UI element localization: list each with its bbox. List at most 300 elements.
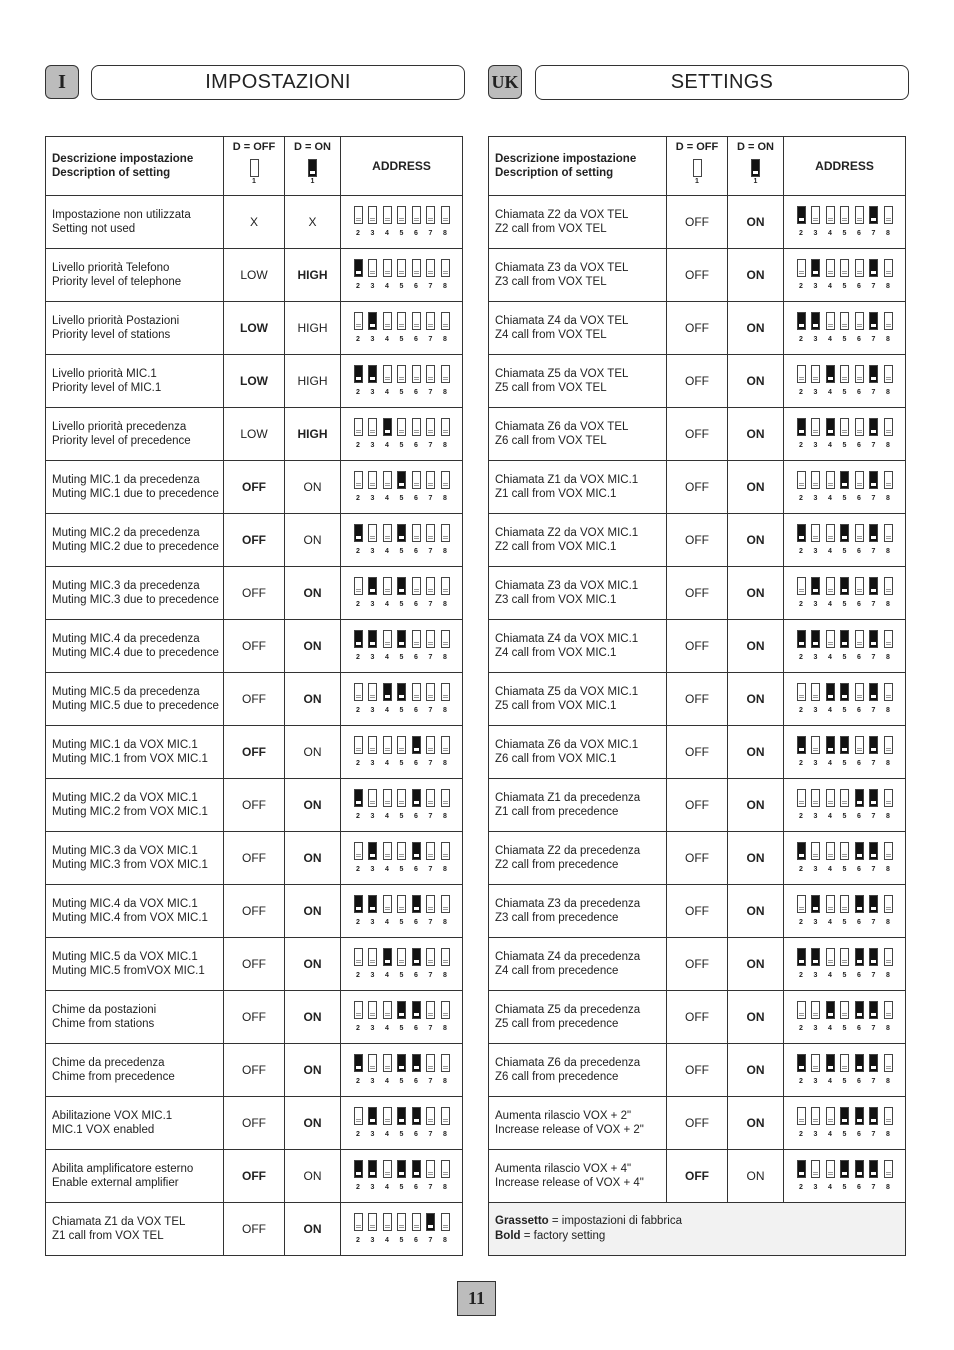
- dip-switch-off-icon: [354, 948, 363, 966]
- value-off: OFF: [224, 1150, 285, 1203]
- dip-switch-numbers: [354, 1025, 450, 1033]
- dip-number: 4: [385, 972, 389, 979]
- dip-switch-off-icon: [426, 895, 435, 913]
- dip-switch-row: [354, 577, 450, 600]
- dip-switch-block: [797, 1107, 893, 1139]
- dip-number: 2: [799, 548, 803, 555]
- value-off: OFF: [667, 1044, 728, 1097]
- setting-description-it: Muting MIC.5 da precedenza: [52, 685, 200, 698]
- dip-switch-off-icon: [368, 948, 377, 966]
- section-badge-uk: UK: [488, 65, 522, 99]
- dip-switch-off-icon: [383, 1001, 392, 1019]
- dip-switch-block: [354, 365, 450, 397]
- dip-switch-block: [354, 524, 450, 556]
- dip-switch-off-icon: [397, 736, 406, 754]
- dip-switch-off-icon: [397, 259, 406, 277]
- dip-switch-numbers: [797, 601, 893, 609]
- dip-number: 4: [385, 760, 389, 767]
- dip-number: 2: [356, 336, 360, 343]
- dip-switch-block: [797, 206, 893, 238]
- dip-number: 7: [428, 866, 433, 873]
- dip-switch-block: [797, 683, 893, 715]
- dip-switch-numbers: [354, 601, 450, 609]
- dip-number: 8: [886, 707, 890, 714]
- value-on: ON: [728, 1150, 784, 1203]
- dip-switch-off-icon: [441, 789, 450, 807]
- dip-switch-on-icon: [412, 842, 421, 860]
- setting-description-en: Z3 call from VOX MIC.1: [495, 594, 617, 606]
- dip-switch-block: [354, 1054, 450, 1086]
- dip-number: 5: [842, 972, 847, 979]
- dip-number: 4: [385, 919, 389, 926]
- dip-switch-off-icon: [397, 789, 406, 807]
- value-on: ON: [728, 302, 784, 355]
- dip-number: 7: [871, 442, 876, 449]
- dip-switch-off-icon: [354, 736, 363, 754]
- dip-number: 6: [857, 707, 861, 714]
- dip-switch-off-icon: [884, 842, 893, 860]
- dip-switch-off-icon: [840, 789, 849, 807]
- value-off: LOW: [224, 302, 285, 355]
- dip-switch-off-icon: [426, 789, 435, 807]
- dip-switch-numbers: [354, 1237, 450, 1245]
- dip-number: 7: [428, 495, 433, 502]
- dip-switch-row: [797, 365, 893, 388]
- dip-switch-row: [354, 736, 450, 759]
- header-description-en: Description of setting: [52, 167, 171, 179]
- value-on: ON: [285, 1044, 341, 1097]
- dip-switch-on-icon: [397, 1001, 406, 1019]
- setting-description: [46, 938, 224, 991]
- setting-description-en: Muting MIC.2 from VOX MIC.1: [52, 806, 208, 818]
- dip-switch-off-icon: [797, 683, 806, 701]
- dip-number: 3: [370, 813, 375, 820]
- setting-description-it: Muting MIC.1 da precedenza: [52, 473, 200, 486]
- dip-switch-off-icon: [855, 630, 864, 648]
- dip-switch-off-icon: [426, 418, 435, 436]
- dip-switch-off-icon: [441, 842, 450, 860]
- setting-description: [46, 991, 224, 1044]
- dip-switch-on-icon: [797, 736, 806, 754]
- table-row: [489, 885, 906, 938]
- dip-number: 7: [871, 972, 876, 979]
- dip-switch-off-icon: [884, 312, 893, 330]
- dip-switch-off-icon: [412, 259, 421, 277]
- header-on: [285, 137, 341, 196]
- value-on: ON: [728, 832, 784, 885]
- dip-number: 5: [399, 1025, 404, 1032]
- dip-number: 8: [443, 1131, 447, 1138]
- dip-switch-off-icon: [441, 1054, 450, 1072]
- dip-switch-row: [354, 418, 450, 441]
- setting-description-it: Abilitazione VOX MIC.1: [52, 1109, 173, 1122]
- dip-number: 3: [370, 495, 375, 502]
- dip-number: 8: [443, 230, 447, 237]
- setting-description-en: Enable external amplifier: [52, 1177, 179, 1189]
- header-on-label: D = ON: [294, 141, 331, 153]
- table-row: [46, 938, 463, 991]
- setting-description: [489, 726, 667, 779]
- dip-switch-block: [354, 736, 450, 768]
- value-on: ON: [285, 461, 341, 514]
- value-off: LOW: [224, 408, 285, 461]
- dip-number: 2: [356, 1025, 360, 1032]
- value-on: HIGH: [285, 408, 341, 461]
- dip-number: 6: [857, 1078, 861, 1085]
- dip-switch-off-icon: [354, 206, 363, 224]
- dip-switch-on-icon: [797, 418, 806, 436]
- dip-switch-off-icon: [811, 418, 820, 436]
- value-on: ON: [728, 408, 784, 461]
- dip-switch-row: [797, 1054, 893, 1077]
- dip-number: 8: [443, 495, 447, 502]
- dip-number: 4: [385, 548, 389, 555]
- dip-number: 7: [871, 707, 876, 714]
- dip-switch-block: [797, 630, 893, 662]
- dip-switch-off-icon: [811, 1001, 820, 1019]
- dip-switch-numbers: [797, 1078, 893, 1086]
- dip-switch-numbers: [797, 442, 893, 450]
- dip-switch-off-icon: [383, 630, 392, 648]
- table-row: [489, 249, 906, 302]
- dip-number: 7: [428, 1131, 433, 1138]
- value-off: OFF: [224, 1097, 285, 1150]
- dip-switch-block: [797, 1001, 893, 1033]
- dip-switch-on-icon: [826, 365, 835, 383]
- dip-switch-off-icon: [884, 259, 893, 277]
- table-row: [46, 355, 463, 408]
- dip-number: 2: [799, 442, 803, 449]
- dip-number: 8: [443, 654, 447, 661]
- dip-number: 3: [813, 1184, 818, 1191]
- table-row: [46, 302, 463, 355]
- dip-number: 3: [370, 601, 375, 608]
- setting-description-it: Muting MIC.2 da precedenza: [52, 526, 200, 539]
- dip-switch-on-icon: [397, 1160, 406, 1178]
- dip-number: 5: [842, 283, 847, 290]
- table-row: [46, 249, 463, 302]
- setting-description: [46, 302, 224, 355]
- setting-description-it: Muting MIC.2 da VOX MIC.1: [52, 791, 198, 804]
- address-cell: [784, 355, 906, 408]
- dip-switch-off-icon: [811, 206, 820, 224]
- dip-switch-on-icon: [368, 895, 377, 913]
- dip-switch-on-icon: [412, 736, 421, 754]
- setting-description-en: Z4 call from VOX MIC.1: [495, 647, 617, 659]
- setting-description-it: Chime da postazioni: [52, 1003, 157, 1016]
- dip-number: 7: [428, 654, 433, 661]
- dip-switch-on-icon: [397, 1054, 406, 1072]
- value-off: OFF: [224, 673, 285, 726]
- dip-number: 7: [428, 972, 433, 979]
- setting-description: [489, 832, 667, 885]
- address-cell: [784, 1044, 906, 1097]
- dip-number: 7: [871, 1131, 876, 1138]
- dip-switch-off-icon: [441, 1001, 450, 1019]
- setting-description-it: Abilita amplificatore esterno: [52, 1162, 194, 1175]
- dip-number: 6: [857, 866, 861, 873]
- section-title-uk: SETTINGS: [535, 65, 909, 100]
- table-row: [46, 514, 463, 567]
- setting-description-en: Z3 call from precedence: [495, 912, 619, 924]
- dip-number: 2: [356, 972, 360, 979]
- dip-number: 3: [370, 866, 375, 873]
- dip-switch-numbers: [354, 1184, 450, 1192]
- header-on-label: D = ON: [737, 141, 774, 153]
- dip-switch-off-icon: [383, 312, 392, 330]
- dip-switch-on-icon: [840, 524, 849, 542]
- dip-switch-block: [797, 895, 893, 927]
- dip-number: 3: [813, 283, 818, 290]
- dip-switch-on-icon: [811, 577, 820, 595]
- legend-row: [489, 1203, 906, 1256]
- dip-switch-off-icon: [884, 1160, 893, 1178]
- setting-description-en: Muting MIC.4 due to precedence: [52, 647, 219, 659]
- setting-description-en: Z6 call from VOX TEL: [495, 435, 607, 447]
- dip-switch-off-icon: [426, 1054, 435, 1072]
- value-on: ON: [285, 779, 341, 832]
- dip-number: 6: [857, 283, 861, 290]
- table-row: [489, 302, 906, 355]
- dip-switch-off-icon: [811, 524, 820, 542]
- dip-number: 7: [871, 495, 876, 502]
- dip-number: 6: [857, 442, 861, 449]
- setting-description-it: Muting MIC.5 da VOX MIC.1: [52, 950, 198, 963]
- dip-switch-on-icon: [308, 159, 317, 177]
- dip-number: 3: [370, 283, 375, 290]
- dip-number: 5: [842, 919, 847, 926]
- setting-description-en: Muting MIC.1 due to precedence: [52, 488, 219, 500]
- dip-switch-on-icon: [840, 630, 849, 648]
- dip-number: 7: [871, 1025, 876, 1032]
- dip-number: 2: [799, 972, 803, 979]
- value-on: ON: [285, 991, 341, 1044]
- dip-number: 5: [842, 601, 847, 608]
- setting-description-en: Z6 call from precedence: [495, 1071, 619, 1083]
- value-on: ON: [728, 514, 784, 567]
- dip-switch-off-icon: [368, 1054, 377, 1072]
- dip-number: 2: [799, 495, 803, 502]
- table-row: [489, 938, 906, 991]
- address-cell: [784, 991, 906, 1044]
- dip-switch-block: [797, 418, 893, 450]
- table-row: [46, 1150, 463, 1203]
- dip-switch-on-icon: [354, 1160, 363, 1178]
- dip-number: 8: [886, 919, 890, 926]
- dip-number: 6: [857, 495, 861, 502]
- dip-number: 5: [842, 1078, 847, 1085]
- dip-switch-on-icon: [869, 1160, 878, 1178]
- dip-switch-row: [797, 895, 893, 918]
- dip-number: 8: [886, 654, 890, 661]
- setting-description-en: Priority level of stations: [52, 329, 171, 341]
- dip-number: 7: [871, 230, 876, 237]
- address-cell: [784, 408, 906, 461]
- dip-number: 2: [799, 1184, 803, 1191]
- setting-description-it: Chiamata Z1 da precedenza: [495, 791, 641, 804]
- value-off: OFF: [667, 832, 728, 885]
- dip-switch-row: [354, 471, 450, 494]
- dip-switch-on-icon: [811, 948, 820, 966]
- dip-switch-on-icon: [797, 630, 806, 648]
- dip-switch-on-icon: [811, 895, 820, 913]
- dip-number: 4: [828, 389, 832, 396]
- dip-number: 4: [385, 283, 389, 290]
- value-off: OFF: [667, 355, 728, 408]
- address-cell: [784, 302, 906, 355]
- dip-number: 7: [871, 1184, 876, 1191]
- dip-number: 8: [443, 707, 447, 714]
- dip-number: 8: [443, 336, 447, 343]
- dip-switch-numbers: [354, 283, 450, 291]
- dip-switch-off-icon: [412, 471, 421, 489]
- dip-number: 8: [443, 442, 447, 449]
- setting-description-en: Muting MIC.2 due to precedence: [52, 541, 219, 553]
- dip-number: 6: [857, 230, 861, 237]
- dip-switch-numbers: [354, 919, 450, 927]
- dip-switch-off-icon: [826, 524, 835, 542]
- setting-description: [489, 461, 667, 514]
- dip-number: 7: [428, 707, 433, 714]
- dip-switch-block: [354, 259, 450, 291]
- header-description-it: Descrizione impostazione: [52, 152, 194, 165]
- dip-number: 8: [886, 813, 890, 820]
- address-cell: [784, 249, 906, 302]
- dip-number: 5: [842, 866, 847, 873]
- dip-number: 8: [886, 1184, 890, 1191]
- value-off: X: [224, 196, 285, 249]
- dip-switch-off-icon: [397, 1213, 406, 1231]
- table-row: [46, 408, 463, 461]
- dip-switch-numbers: [354, 654, 450, 662]
- address-cell: [784, 938, 906, 991]
- switch-number: 1: [310, 178, 315, 185]
- setting-description-en: Z1 call from VOX MIC.1: [495, 488, 617, 500]
- dip-number: 8: [443, 1237, 447, 1244]
- dip-switch-row: [797, 948, 893, 971]
- setting-description-en: Priority level of telephone: [52, 276, 182, 288]
- dip-number: 2: [356, 601, 360, 608]
- dip-switch-off-icon: [840, 842, 849, 860]
- dip-switch-on-icon: [412, 1001, 421, 1019]
- dip-switch-off-icon: [426, 1001, 435, 1019]
- dip-switch-on-icon: [840, 471, 849, 489]
- dip-switch-off-icon: [855, 206, 864, 224]
- dip-switch-row: [354, 948, 450, 971]
- dip-number: 3: [370, 1237, 375, 1244]
- dip-number: 5: [842, 548, 847, 555]
- dip-switch-off-icon: [383, 895, 392, 913]
- address-cell: [341, 302, 463, 355]
- dip-switch-on-icon: [354, 1054, 363, 1072]
- address-cell: [784, 673, 906, 726]
- dip-number: 7: [428, 813, 433, 820]
- dip-switch-off-icon: [412, 312, 421, 330]
- address-cell: [341, 567, 463, 620]
- dip-number: 4: [385, 1184, 389, 1191]
- dip-switch-on-icon: [869, 365, 878, 383]
- setting-description-it: Livello priorità precedenza: [52, 420, 187, 433]
- header-off: [224, 137, 285, 196]
- dip-switch-off-icon: [884, 206, 893, 224]
- dip-number: 6: [857, 760, 861, 767]
- dip-switch-numbers: [354, 495, 450, 503]
- dip-switch-off-icon: [383, 842, 392, 860]
- dip-switch-off-icon: [811, 1054, 820, 1072]
- dip-number: 3: [813, 654, 818, 661]
- header-on: [728, 137, 784, 196]
- dip-switch-on-icon: [869, 948, 878, 966]
- dip-switch-off-icon: [354, 1107, 363, 1125]
- dip-switch-off-icon: [811, 1160, 820, 1178]
- dip-number: 3: [370, 548, 375, 555]
- dip-switch-on-icon: [383, 683, 392, 701]
- dip-number: 7: [871, 336, 876, 343]
- dip-number: 2: [799, 760, 803, 767]
- dip-number: 6: [414, 1025, 418, 1032]
- dip-switch-on-icon: [797, 948, 806, 966]
- setting-description-en: Z4 call from VOX TEL: [495, 329, 607, 341]
- setting-description-en: Chime from stations: [52, 1018, 155, 1030]
- dip-switch-off-icon: [884, 524, 893, 542]
- header-off-label: D = OFF: [232, 141, 276, 153]
- dip-number: 8: [443, 1184, 447, 1191]
- dip-switch-on-icon: [826, 1054, 835, 1072]
- dip-number: 8: [443, 972, 447, 979]
- dip-switch-numbers: [797, 1131, 893, 1139]
- dip-switch-off-icon: [826, 577, 835, 595]
- address-cell: [784, 885, 906, 938]
- dip-switch-block: [797, 1054, 893, 1086]
- dip-switch-off-icon: [368, 789, 377, 807]
- dip-switch-block: [797, 312, 893, 344]
- dip-switch-numbers: [354, 972, 450, 980]
- setting-description-it: Livello priorità Telefono: [52, 261, 170, 274]
- dip-switch-on-icon: [869, 1107, 878, 1125]
- dip-number: 3: [813, 813, 818, 820]
- dip-number: 2: [356, 548, 360, 555]
- dip-switch-numbers: [354, 1131, 450, 1139]
- dip-number: 4: [828, 654, 832, 661]
- dip-switch-on-icon: [368, 1107, 377, 1125]
- dip-switch-off-icon: [797, 1107, 806, 1125]
- dip-switch-numbers: [797, 972, 893, 980]
- dip-number: 5: [842, 442, 847, 449]
- dip-number: 5: [842, 813, 847, 820]
- setting-description-en: Muting MIC.5 fromVOX MIC.1: [52, 965, 205, 977]
- dip-switch-off-icon: [855, 365, 864, 383]
- dip-switch-off-icon: [383, 471, 392, 489]
- setting-description: [46, 461, 224, 514]
- dip-switch-block: [354, 1160, 450, 1192]
- dip-switch-off-icon: [811, 1107, 820, 1125]
- dip-number: 2: [799, 336, 803, 343]
- dip-switch-on-icon: [426, 1213, 435, 1231]
- dip-switch-off-icon: [884, 1107, 893, 1125]
- value-on: ON: [728, 938, 784, 991]
- dip-switch-row: [354, 259, 450, 282]
- value-off: OFF: [224, 779, 285, 832]
- dip-switch-on-icon: [354, 789, 363, 807]
- setting-description-en: Z5 call from VOX MIC.1: [495, 700, 617, 712]
- setting-description: [489, 302, 667, 355]
- dip-switch-off-icon: [368, 206, 377, 224]
- dip-switch-off-icon: [368, 524, 377, 542]
- dip-number: 3: [813, 548, 818, 555]
- dip-switch-on-icon: [811, 630, 820, 648]
- dip-switch-off-icon: [840, 312, 849, 330]
- dip-switch-off-icon: [826, 895, 835, 913]
